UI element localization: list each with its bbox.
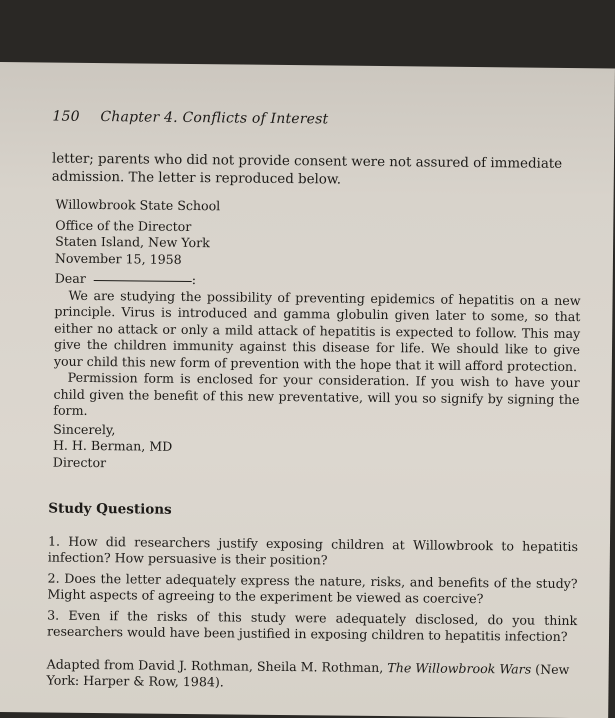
page-content	[46, 151, 582, 708]
page-number: 150	[52, 108, 80, 125]
letter-signer-title: Director	[52, 454, 107, 470]
letter-city: Staten Island, New York	[55, 233, 210, 251]
question-1: 1. How did researchers justify exposing children at Willowbrook to hepatitis infection? How persuasive is their position?	[47, 533, 579, 568]
letter-date: November 15, 1958	[54, 250, 182, 267]
book-page	[0, 62, 615, 718]
salutation-text: Dear	[54, 270, 86, 286]
question-3: 3. Even if the risks of this study were adequately disclosed, do you think researchers would have been justified in exposing children to hepatitis infection?	[46, 607, 578, 644]
chapter-title: Chapter 4. Conflicts of Interest	[100, 109, 329, 128]
letter-school: Willowbrook State School	[55, 196, 221, 214]
question-2: 2. Does the letter adequately express the nature, risks, and benefits of the study? Might aspects of agreeing to the experiment be viewed as coercive?	[47, 570, 578, 607]
letter-signer: H. H. Berman, MD	[52, 437, 173, 454]
salutation-colon: :	[191, 272, 197, 288]
letter-closing: Sincerely,	[53, 421, 116, 437]
intro-paragraph: letter; parents who did not provide consent were not assured of immediate admission. The letter is reproduced below.	[51, 151, 563, 188]
letter-paragraph-1: We are studying the possibility of preventing epidemics of hepatitis on a new principle. Virus is introduced and gamma globulin given later to some, so that either no attack or only a mild attack of hepatitis is expected to follow. This may give the children immunity against this disease for life. We should like to give your child this new form of prevention with the hope that it will afford protection.	[53, 287, 581, 374]
study-questions-heading: Study Questions	[48, 500, 172, 518]
letter	[53, 197, 582, 476]
letter-office: Office of the Director	[55, 217, 192, 234]
credit-prefix: Adapted from David J. Rothman, Sheila M. Rothman,	[46, 656, 388, 675]
letter-paragraph-2: Permission form is enclosed for your consideration. If you wish to have your child given the benefit of this new preventative, will you so signify by signing the form.	[53, 369, 580, 418]
page-header	[52, 109, 328, 128]
salutation-blank	[94, 278, 192, 281]
study-questions	[47, 533, 578, 646]
credit-book-title: The Willowbrook Wars	[387, 659, 532, 677]
source-credit	[46, 656, 576, 695]
credit-suffix: (New York: Harper & Row, 1984).	[46, 661, 570, 690]
